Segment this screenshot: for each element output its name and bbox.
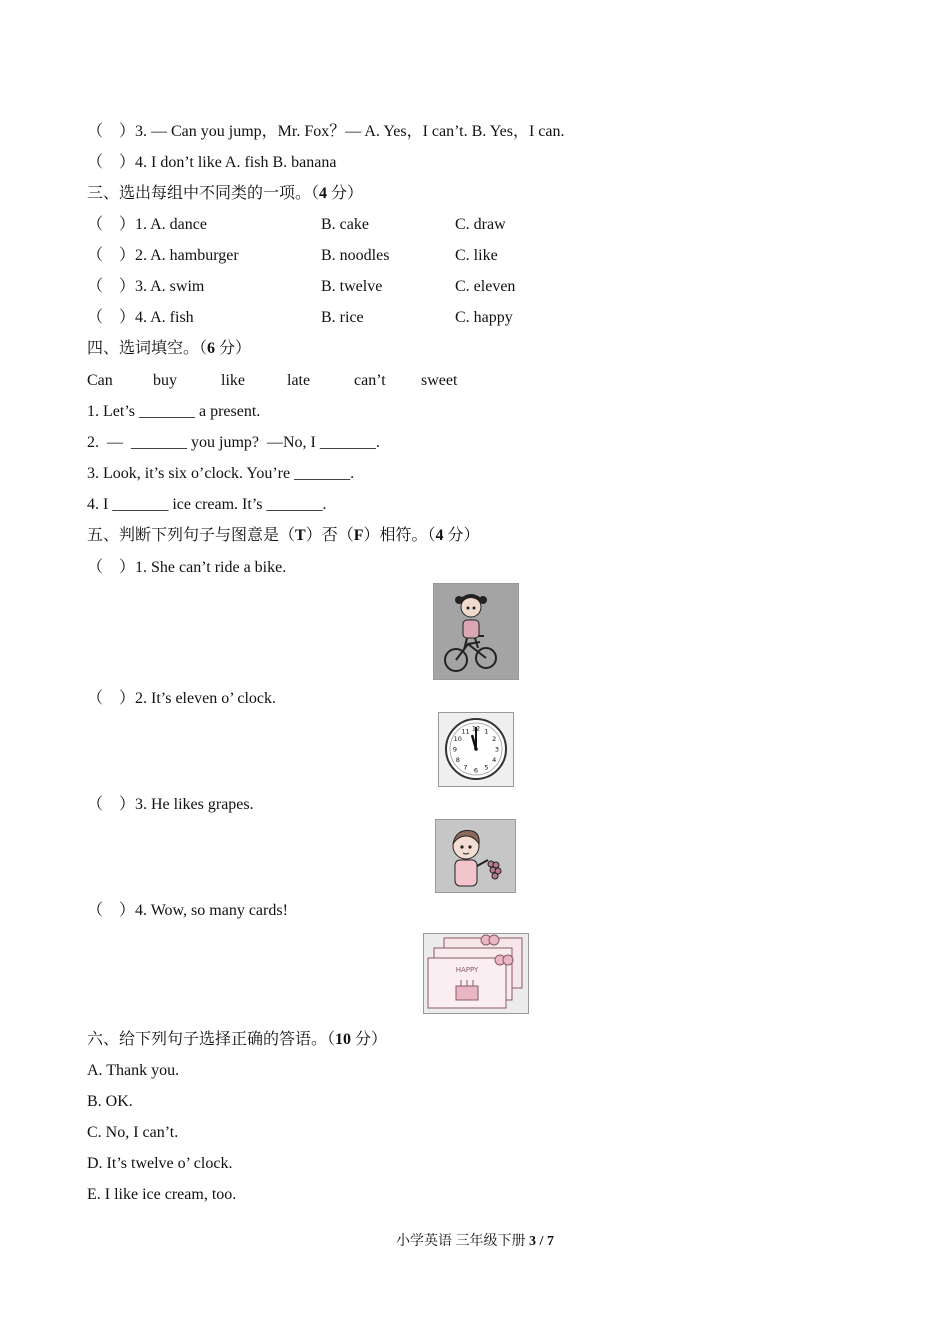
answer-paren[interactable]: （ ） (87, 309, 136, 326)
answer-option: D. It’s twelve o’ clock. (87, 1155, 233, 1172)
clock-numeral: 3 (494, 745, 500, 754)
word-bank-item: can’t (354, 372, 386, 389)
clock-numeral: 6 (473, 766, 479, 775)
section-3-item: （ ）4. A. fish (87, 309, 194, 326)
fill-blank-item: 2. — _______ you jump? —No, I _______. (87, 434, 380, 451)
girl-riding-bike-image (433, 583, 519, 680)
answer-paren[interactable]: （ ） (87, 902, 136, 919)
section-3-item: （ ）1. A. dance (87, 216, 207, 233)
card-text: HAPPY (455, 966, 479, 974)
question-text: 3. — Can you jump，Mr. Fox？— A. Yes，I can’t. B. Yes，I can. (135, 123, 565, 140)
fill-blank-item: 4. I _______ ice cream. It’s _______. (87, 496, 327, 513)
boy-with-grapes-image (435, 819, 516, 893)
answer-option: C. No, I can’t. (87, 1124, 179, 1141)
section-3-item: （ ）3. A. swim (87, 278, 205, 295)
answer-paren[interactable]: （ ） (87, 154, 136, 171)
option-b: B. rice (321, 309, 364, 326)
question-2-4 (87, 153, 336, 173)
word-bank-item: late (287, 372, 311, 389)
answer-paren[interactable]: （ ） (87, 123, 136, 140)
page-number: 3 (529, 1234, 537, 1249)
clock-numeral: 2 (492, 735, 497, 743)
word-bank-item: sweet (421, 372, 458, 389)
fill-blank-item: 1. Let’s _______ a present. (87, 403, 261, 420)
section-3-item: （ ）2. A. hamburger (87, 247, 239, 264)
option-b: B. noodles (321, 247, 390, 264)
answer-paren[interactable]: （ ） (87, 278, 136, 295)
clock-numeral: 8 (455, 756, 460, 764)
answer-paren[interactable]: （ ） (87, 247, 136, 264)
section-5-title: 五、判断下列句子与图意是（T）否（F）相符。（4 分） (87, 527, 480, 544)
judge-item: （ ）2. It’s eleven o’ clock. (87, 690, 276, 707)
page-total: 7 (546, 1234, 554, 1249)
clock-numeral: 11 (461, 727, 470, 736)
clock-numeral: 7 (463, 763, 468, 772)
judge-item: （ ）1. She can’t ride a bike. (87, 559, 287, 576)
answer-option: E. I like ice cream, too. (87, 1186, 237, 1203)
word-bank-item: buy (153, 372, 177, 389)
clock-numeral: 1 (484, 727, 489, 736)
option-c: C. draw (455, 216, 506, 233)
answer-paren[interactable]: （ ） (87, 559, 136, 576)
fill-blank-item: 3. Look, it’s six o’clock. You’re _______. (87, 465, 355, 482)
section-4-title: 四、选词填空。（6 分） (87, 340, 252, 357)
cards-image (423, 933, 529, 1014)
page-footer: 小学英语 三年级下册 3 / 7 (396, 1234, 554, 1249)
question-2-3 (87, 122, 565, 142)
clock-numeral: 5 (484, 763, 489, 772)
option-c: C. like (455, 247, 498, 264)
section-6-title: 六、给下列句子选择正确的答语。（10 分） (87, 1031, 388, 1048)
clock-image (438, 712, 514, 787)
option-c: C. eleven (455, 278, 516, 295)
word-bank-item: like (221, 372, 245, 389)
clock-numeral: 4 (492, 756, 497, 764)
answer-option: B. OK. (87, 1093, 133, 1110)
judge-item: （ ）4. Wow, so many cards! (87, 902, 288, 919)
clock-numeral: 10 (453, 735, 462, 743)
answer-paren[interactable]: （ ） (87, 690, 136, 707)
option-b: B. cake (321, 216, 369, 233)
word-bank-item: Can (87, 372, 113, 389)
judge-item: （ ）3. He likes grapes. (87, 796, 254, 813)
option-c: C. happy (455, 309, 513, 326)
clock-numeral: 9 (452, 745, 458, 754)
section-3-title: 三、选出每组中不同类的一项。（4 分） (87, 185, 364, 202)
clock-numeral: 12 (471, 724, 481, 733)
option-b: B. twelve (321, 278, 383, 295)
answer-paren[interactable]: （ ） (87, 796, 136, 813)
question-text: 4. I don’t like A. fish B. banana (135, 154, 337, 171)
answer-paren[interactable]: （ ） (87, 216, 136, 233)
answer-option: A. Thank you. (87, 1062, 180, 1079)
